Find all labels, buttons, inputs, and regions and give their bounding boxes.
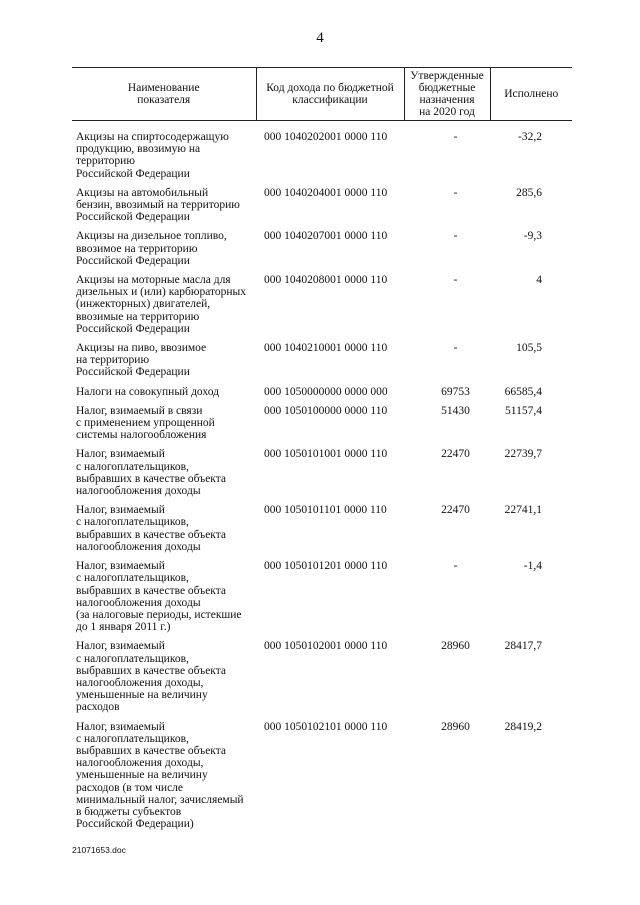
row-code: 000 1050101101 0000 110 xyxy=(264,504,387,517)
row-done: 105,5 xyxy=(516,342,542,355)
table-row xyxy=(72,640,572,720)
row-done: 285,6 xyxy=(516,186,542,199)
row-name: Акцизы на моторные масла для дизельных и (или) карбюраторных (инжекторных) двигателей, ввозимые на территорию Российской Федерации xyxy=(76,274,247,335)
table-row xyxy=(72,187,572,231)
row-plan: 69753 xyxy=(441,385,470,398)
table-body xyxy=(72,121,572,838)
row-plan: 28960 xyxy=(441,640,470,653)
row-code: 000 1040210001 0000 110 xyxy=(264,342,388,355)
row-plan: - xyxy=(453,560,458,573)
table-row xyxy=(72,121,572,187)
row-name: Налог, взимаемый с налогоплательщиков, выбравших в качестве объекта налогообложения доходы xyxy=(76,448,227,498)
table-row xyxy=(72,504,572,560)
table-row xyxy=(72,405,572,449)
row-done: 22741,1 xyxy=(504,504,542,517)
row-done: 66585,4 xyxy=(504,385,542,398)
table-row xyxy=(72,274,572,342)
table-row xyxy=(72,342,572,386)
row-code: 000 1040202001 0000 110 xyxy=(264,131,388,143)
row-code: 000 1050000000 0000 000 xyxy=(264,385,388,398)
header-code xyxy=(256,68,404,121)
row-done: 51157,4 xyxy=(505,404,542,417)
row-code: 000 1050100000 0000 110 xyxy=(264,404,388,417)
row-done: -9,3 xyxy=(523,230,542,243)
row-plan: - xyxy=(453,186,458,199)
row-name: Акцизы на дизельное топливо, ввозимое на территорию Российской Федерации xyxy=(76,230,227,267)
header-plan-text: Утвержденные бюджетные назначения на 2020 год xyxy=(410,70,484,118)
header-name-text: Наименование показателя xyxy=(127,82,200,106)
header-code-text: Код дохода по бюджетной классификации xyxy=(266,82,394,106)
row-name: Налог, взимаемый в связи с применением упрощенной системы налогообложения xyxy=(76,404,215,442)
table-header xyxy=(72,68,572,121)
header-name xyxy=(72,68,256,121)
row-code: 000 1050102001 0000 110 xyxy=(264,640,388,653)
row-code: 000 1050101201 0000 110 xyxy=(264,560,388,573)
table-row xyxy=(72,386,572,405)
row-code: 000 1040207001 0000 110 xyxy=(264,230,388,243)
header-done-text: Исполнено xyxy=(504,88,559,100)
row-plan: 22470 xyxy=(441,504,470,517)
row-name: Налог, взимаемый с налогоплательщиков, выбравших в качестве объекта налогообложения доходы (за налоговые периоды, истекшие до 1 января 2011 г.) xyxy=(76,560,242,634)
row-name: Налог, взимаемый с налогоплательщиков, выбравших в качестве объекта налогообложения доходы, уменьшенные на величину расходов xyxy=(76,640,227,714)
row-plan: - xyxy=(453,342,458,355)
table-row xyxy=(72,448,572,504)
row-done: 28419,2 xyxy=(504,720,542,733)
row-done: 22739,7 xyxy=(504,448,542,461)
row-name: Налог, взимаемый с налогоплательщиков, выбравших в качестве объекта налогообложения доходы xyxy=(76,504,227,553)
row-name: Акцизы на пиво, ввозимое на территорию Российской Федерации xyxy=(76,342,207,379)
table-row xyxy=(72,230,572,274)
footer-doc-id: 21071653.doc xyxy=(72,845,126,855)
row-code: 000 1050101001 0000 110 xyxy=(264,448,388,461)
header-plan xyxy=(404,68,490,121)
row-done: -32,2 xyxy=(518,131,542,143)
row-code: 000 1040204001 0000 110 xyxy=(264,186,388,199)
page-number: 4 xyxy=(316,30,324,46)
row-done: 4 xyxy=(536,274,542,287)
table-row xyxy=(72,721,572,838)
row-done: -1,4 xyxy=(523,560,542,573)
row-plan: 51430 xyxy=(441,404,470,417)
row-code: 000 1050102101 0000 110 xyxy=(264,720,388,733)
row-plan: 28960 xyxy=(441,720,470,733)
header-done xyxy=(490,68,572,121)
row-name: Акцизы на автомобильный бензин, ввозимый на территорию Российской Федерации xyxy=(76,186,240,224)
row-plan: - xyxy=(453,274,458,287)
row-name: Налог, взимаемый с налогоплательщиков, выбравших в качестве объекта налогообложения доходы, уменьшенные на величину расходов (в том числе минимальный налог, зачисляемый в бюджеты субъектов Российской Федерации) xyxy=(76,720,244,831)
table-row xyxy=(72,560,572,640)
row-done: 28417,7 xyxy=(504,640,542,653)
row-name: Акцизы на спиртосодержащую продукцию, ввозимую на территорию Российской Федерации xyxy=(76,131,229,180)
budget-table-container xyxy=(72,67,572,837)
row-name: Налоги на совокупный доход xyxy=(76,385,219,398)
row-plan: 22470 xyxy=(441,448,470,461)
budget-table xyxy=(72,67,572,837)
row-plan: - xyxy=(453,230,458,243)
row-code: 000 1040208001 0000 110 xyxy=(264,274,388,287)
row-plan: - xyxy=(453,131,458,143)
